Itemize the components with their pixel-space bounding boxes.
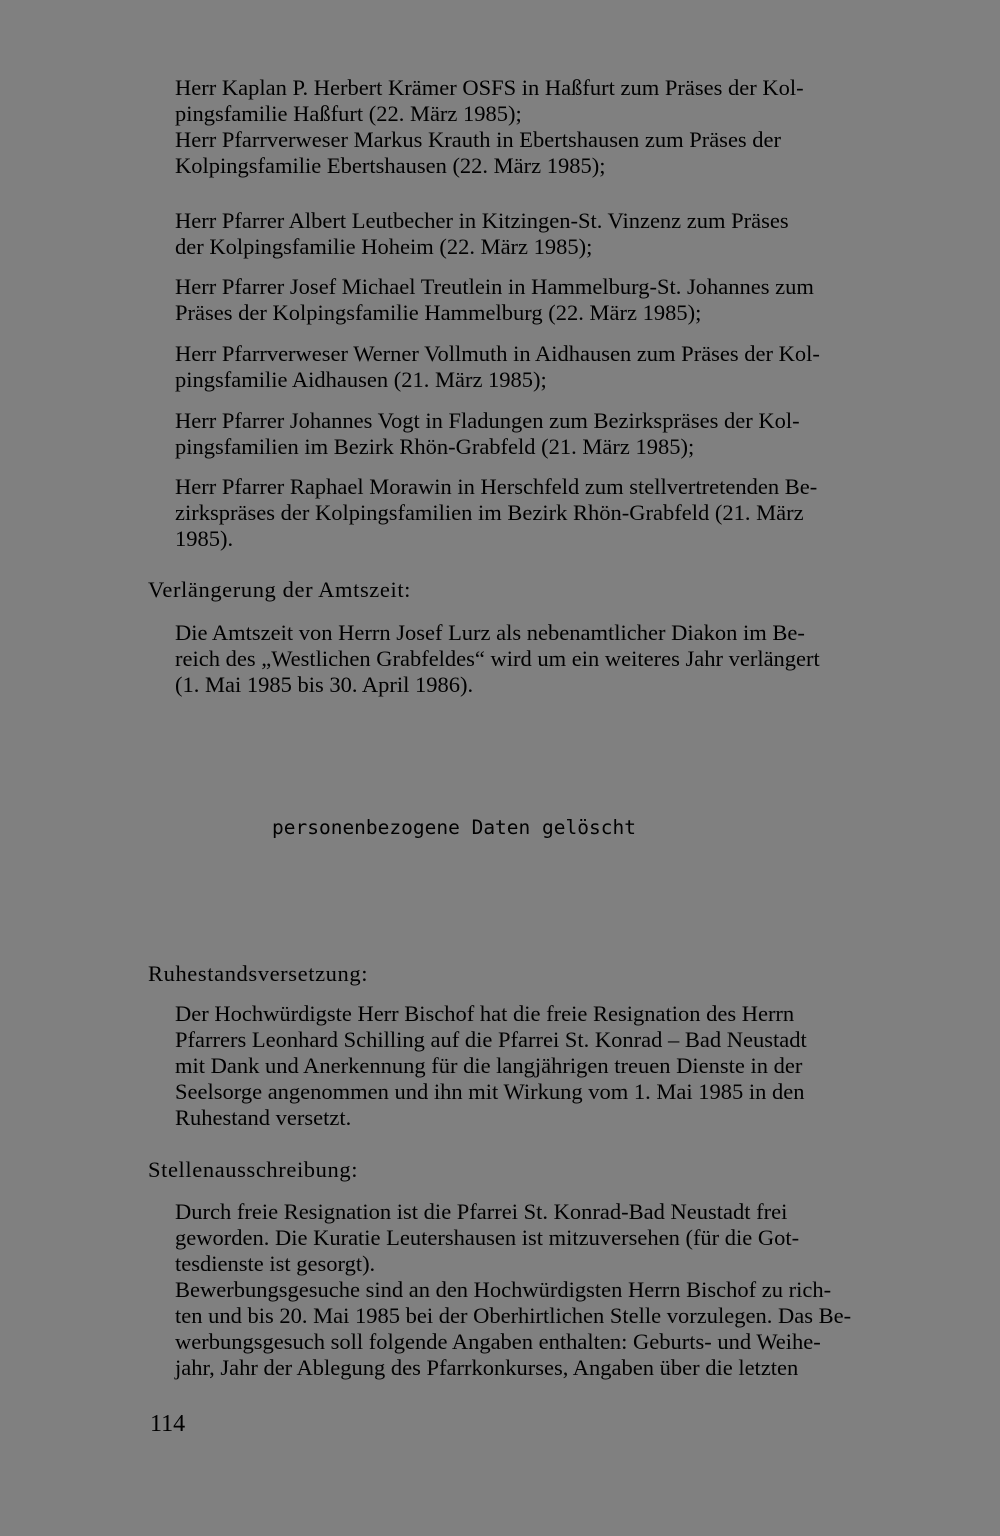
page-number: 114 xyxy=(150,1411,186,1437)
extension-text: Die Amtszeit von Herrn Josef Lurz als nebenamtlicher Diakon im Be- reich des „Westlichen Grabfeldes“ wird um ein weiteres Jahr verlängert (1. Mai 1985 bis 30. April 1986). xyxy=(175,620,820,697)
vacancy-heading: Stellenausschreibung: xyxy=(148,1157,359,1182)
redaction-note: personenbezogene Daten gelöscht xyxy=(272,816,636,839)
extension-heading: Verlängerung der Amtszeit: xyxy=(148,577,412,602)
appointment-morawin xyxy=(175,474,972,552)
vacancy-section xyxy=(175,1199,972,1381)
appointment-vogt xyxy=(175,408,972,460)
appointment-text: Herr Pfarrverweser Werner Vollmuth in Aidhausen zum Präses der Kol- pingsfamilie Aidhausen (21. März 1985); xyxy=(175,341,820,392)
appointment-text: Herr Pfarrer Johannes Vogt in Fladungen zum Bezirkspräses der Kol- pingsfamilien im Bezirk Rhön-Grabfeld (21. März 1985); xyxy=(175,408,800,459)
appointment-krämer-krauth xyxy=(175,75,972,179)
retirement-heading: Ruhestandsversetzung: xyxy=(148,961,369,986)
appointment-text: Herr Pfarrer Raphael Morawin in Herschfeld zum stellvertretenden Be- zirkspräses der Kolpingsfamilien im Bezirk Rhön-Grabfeld (21. März 1985). xyxy=(175,474,818,551)
retirement-text: Der Hochwürdigste Herr Bischof hat die freie Resignation des Herrn Pfarrers Leonhard Schilling auf die Pfarrei St. Konrad – Bad Neustadt mit Dank und Anerkennung für die langjährigen treuen Dienste in der Seelsorge angenommen und ihn mit Wirkung vom 1. Mai 1985 in den Ruhestand versetzt. xyxy=(175,1001,807,1130)
appointment-text: Herr Kaplan P. Herbert Krämer OSFS in Haßfurt zum Präses der Kol- pingsfamilie Haßfurt (22. März 1985); Herr Pfarrverweser Markus Krauth in Ebertshausen zum Präses der Kolpingsfamilie Ebertshausen (22. März 1985); xyxy=(175,75,804,178)
appointment-vollmuth xyxy=(175,341,972,393)
retirement-section xyxy=(175,1001,972,1131)
vacancy-text: Durch freie Resignation ist die Pfarrei St. Konrad-Bad Neustadt frei geworden. Die Kuratie Leutershausen ist mitzuversehen (für die Got- tesdienste ist gesorgt). Bewerbungsgesuche sind an den Hochwürdigsten Herrn Bischof zu rich- ten und bis 20. Mai 1985 bei der Oberhirtlichen Stelle vorzulegen. Das Be- werbungsgesuch soll folgende Angaben enthalten: Geburts- und Weihe- jahr, Jahr der Ablegung des Pfarrkonkurses, Angaben über die letzten xyxy=(175,1199,852,1380)
appointment-text: Herr Pfarrer Josef Michael Treutlein in Hammelburg-St. Johannes zum Präses der Kolpingsfamilie Hammelburg (22. März 1985); xyxy=(175,274,814,325)
appointment-treutlein xyxy=(175,274,972,326)
appointment-leutbecher xyxy=(175,208,972,260)
appointment-text: Herr Pfarrer Albert Leutbecher in Kitzingen-St. Vinzenz zum Präses der Kolpingsfamilie Hoheim (22. März 1985); xyxy=(175,208,789,259)
extension-section xyxy=(175,620,972,698)
